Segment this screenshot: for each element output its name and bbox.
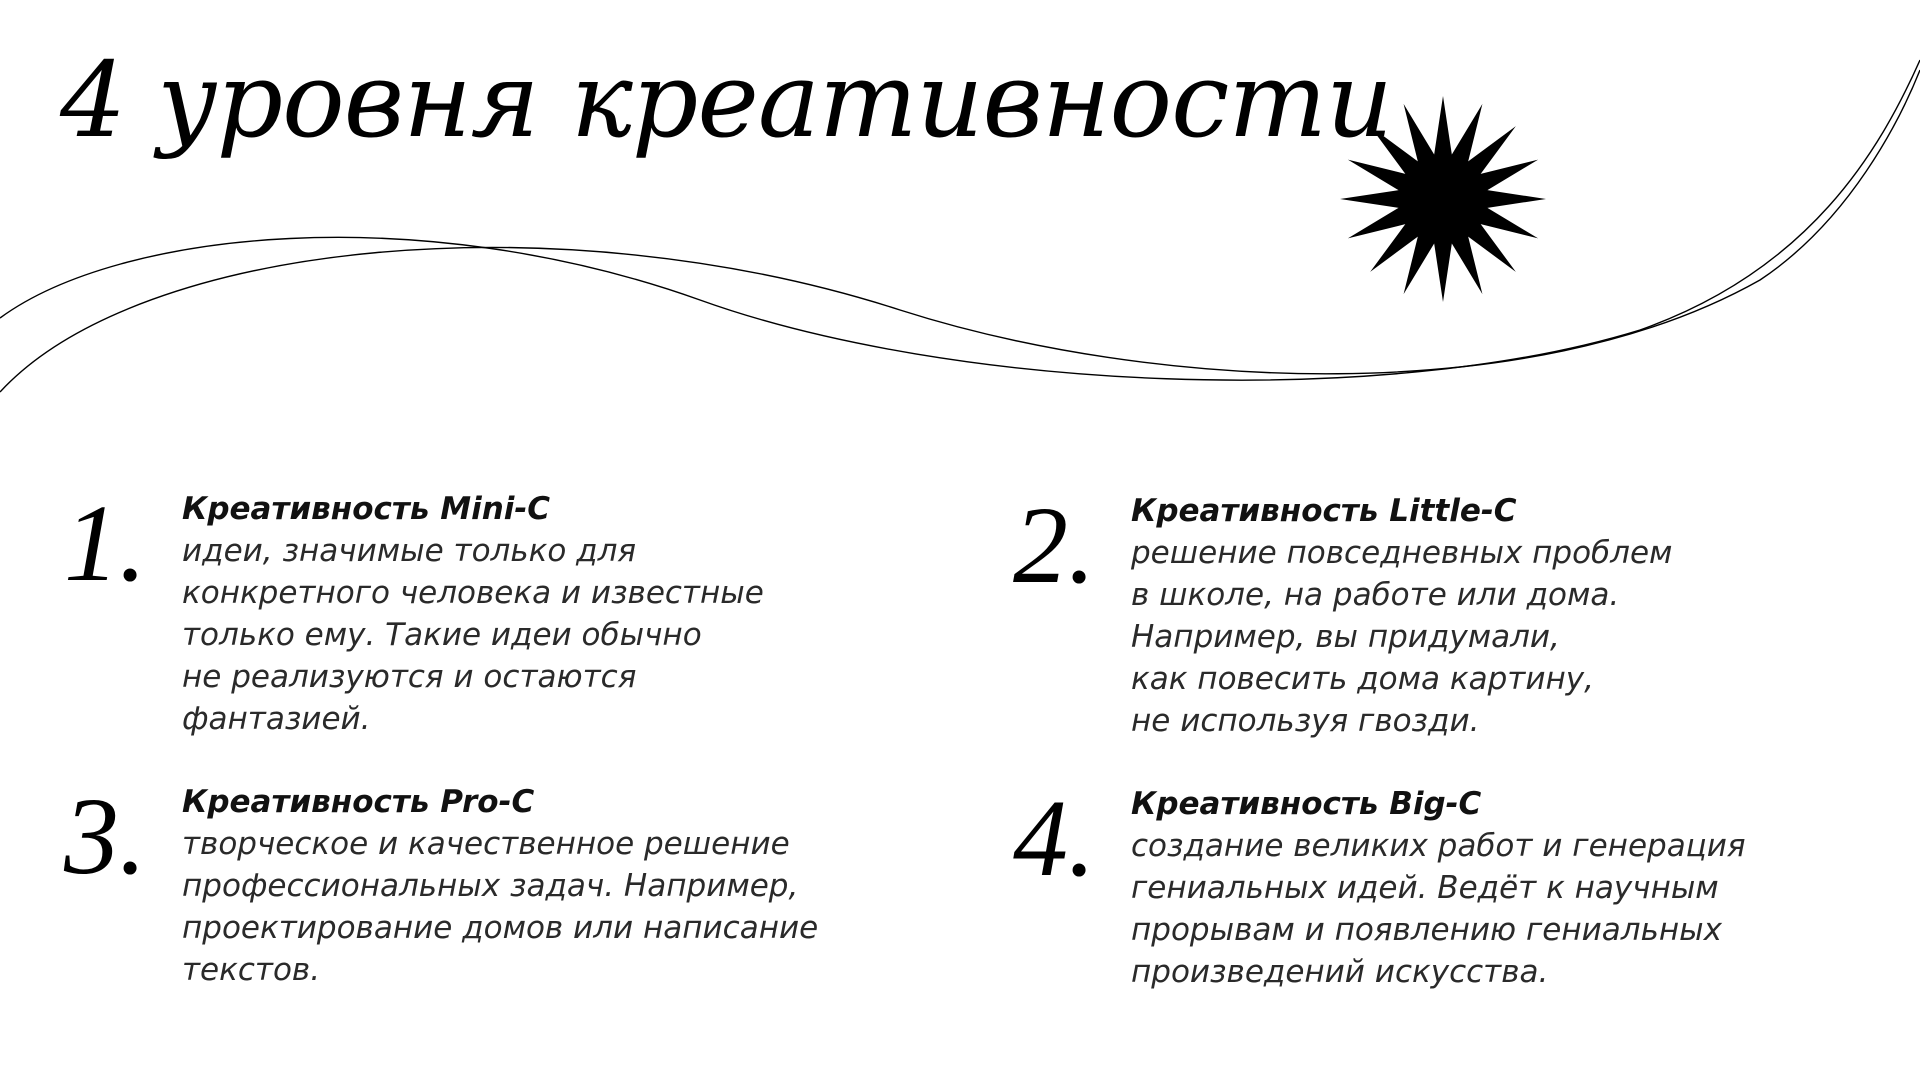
item-number: 3. [64,775,147,897]
item-number: 4. [1013,777,1096,899]
item-text-line: только ему. Такие идеи обычно [182,617,702,653]
item-text-line: произведений искусства. [1131,954,1549,990]
slide-title: 4 уровня креативности [60,39,1393,161]
item-text-line: текстов. [182,952,321,988]
item-heading: Креативность Big-C [1131,786,1482,822]
item-body [182,781,818,991]
item-text-line: гениальных идей. Ведёт к научным [1131,870,1719,906]
item-text-line: решение повседневных проблем [1131,535,1673,571]
item-text-line: творческое и качественное решение [182,826,790,862]
item-text-line: не используя гвозди. [1131,703,1480,739]
item-text-line: как повесить дома картину, [1131,661,1594,697]
item-text-line: в школе, на работе или дома. [1131,577,1620,613]
item-number: 2. [1013,484,1096,606]
item-text-line: идеи, значимые только для [182,533,637,569]
item-heading: Креативность Mini-C [182,491,551,527]
item-body [1131,783,1746,993]
item-number: 1. [64,482,147,604]
item-body [182,488,764,740]
item-text-line: фантазией. [182,701,371,737]
sunburst-star-icon [1340,96,1546,302]
item-text-line: профессиональных задач. Например, [182,868,799,904]
item-heading: Креативность Little-C [1131,493,1517,529]
item-body [1131,490,1672,742]
item-heading: Креативность Pro-C [182,784,535,820]
item-text-line: проектирование домов или написание [182,910,819,946]
item-text-line: Например, вы придумали, [1131,619,1560,655]
item-text-line: не реализуются и остаются [182,659,637,695]
star-shape [1340,96,1546,302]
item-text-line: создание великих работ и генерация [1131,828,1746,864]
item-text-line: прорывам и появлению гениальных [1131,912,1722,948]
item-text-line: конкретного человека и известные [182,575,764,611]
